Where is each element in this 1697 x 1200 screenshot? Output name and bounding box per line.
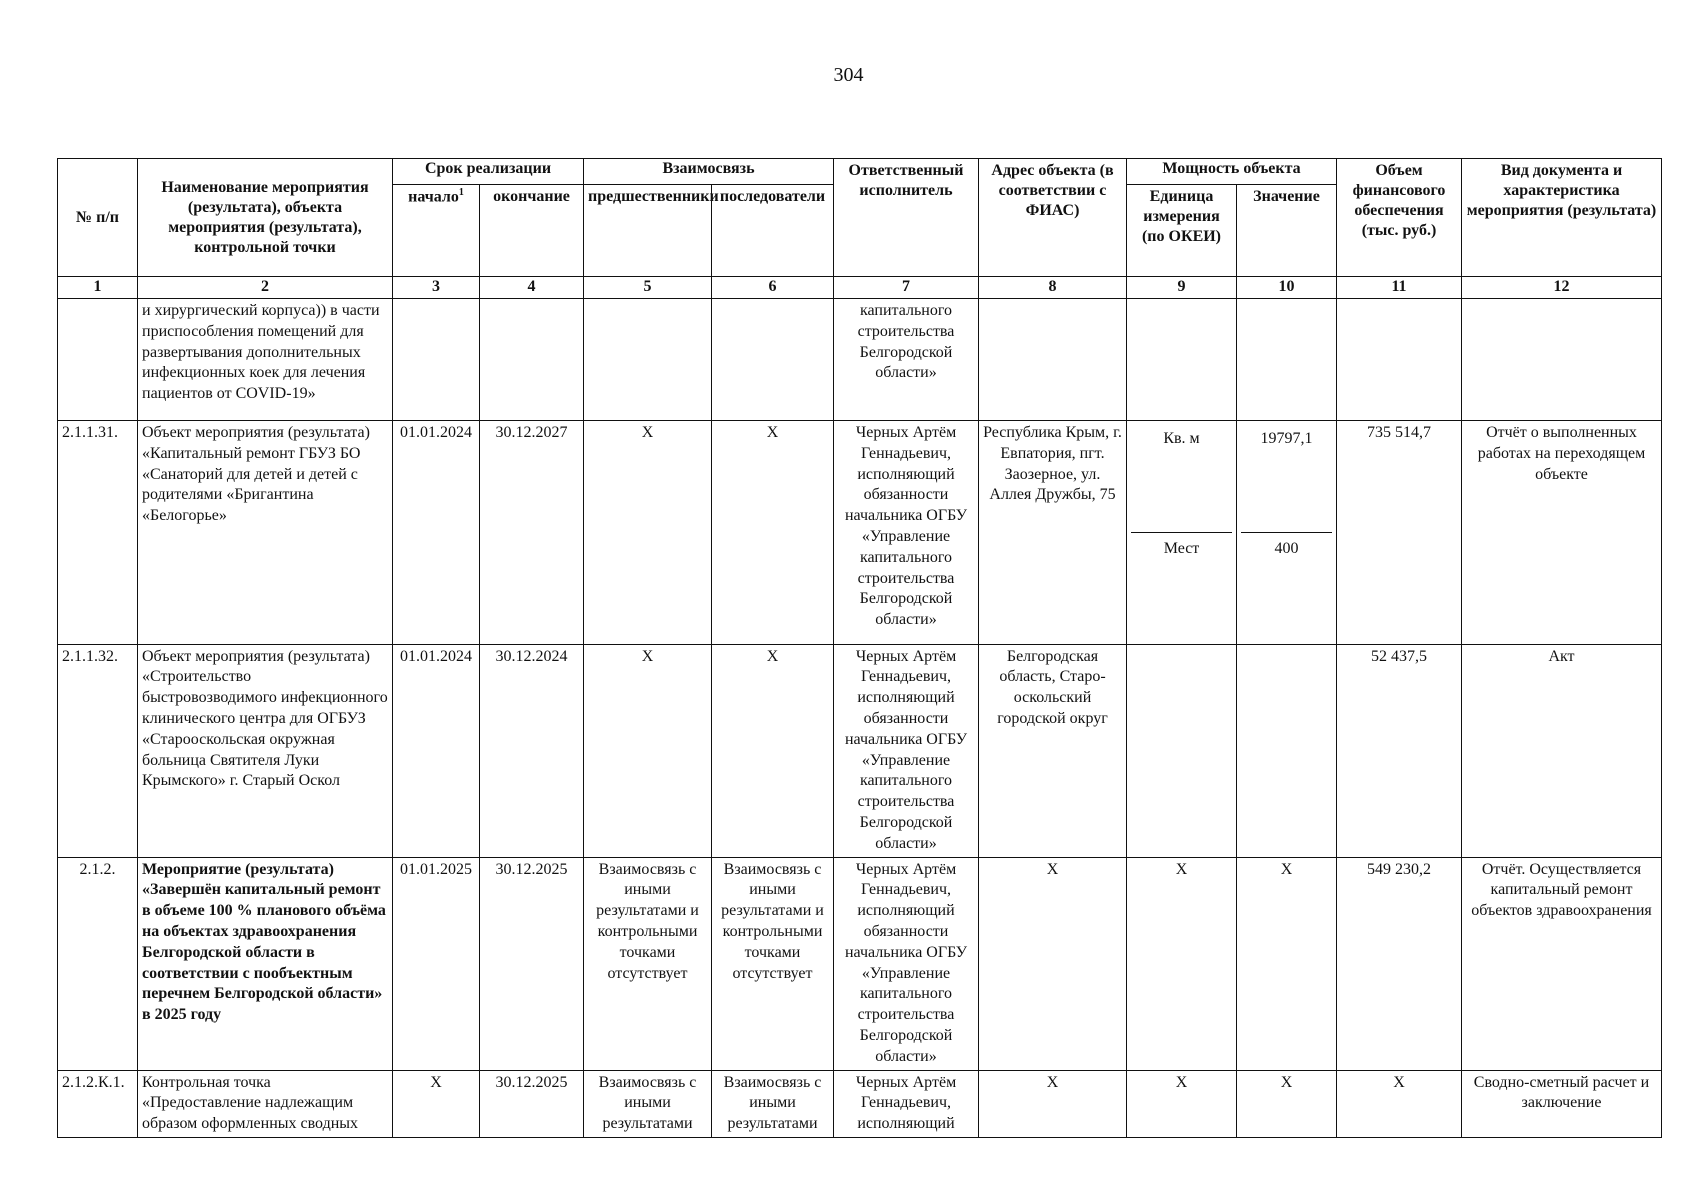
table-row	[58, 644, 1662, 857]
row-successors: Взаимосвязь с иными результатами и контрольными точками отсутствует	[712, 857, 834, 1070]
row-num	[58, 299, 138, 421]
column-number: 12	[1462, 277, 1662, 299]
row-predecessors: Взаимосвязь с иными результатами и контрольными точками отсутствует	[584, 857, 712, 1070]
row-unit	[1127, 644, 1237, 857]
column-number: 8	[979, 277, 1127, 299]
row-start: 01.01.2024	[393, 421, 480, 645]
row-value: Х	[1237, 857, 1337, 1070]
row-doc	[1462, 299, 1662, 421]
header-doc-type: Вид документа и характеристика мероприятия (результата)	[1462, 159, 1662, 277]
table-row	[58, 299, 1662, 421]
row-address: Белгородская область, Старо-оскольский городской округ	[979, 644, 1127, 857]
row-num: 2.1.1.32.	[58, 644, 138, 857]
row-address	[979, 299, 1127, 421]
column-number: 10	[1237, 277, 1337, 299]
footnote-mark: 1	[458, 187, 464, 198]
row-doc: Отчёт. Осуществляется капитальный ремонт объектов здравоохранения	[1462, 857, 1662, 1070]
row-responsible: капитального строительства Белгородской области»	[834, 299, 979, 421]
row-name: Контрольная точка «Предоставление надлежащим образом оформленных сводных	[138, 1070, 393, 1137]
row-predecessors: Х	[584, 421, 712, 645]
header-term: Срок реализации	[393, 159, 584, 185]
activities-table	[57, 158, 1662, 1138]
row-value: Х	[1237, 1070, 1337, 1137]
column-number: 4	[480, 277, 584, 299]
header-name: Наименование мероприятия (результата), объекта мероприятия (результата), контрольной точки	[138, 159, 393, 277]
row-unit: Х	[1127, 857, 1237, 1070]
header-relation: Взаимосвязь	[584, 159, 834, 185]
row-predecessors: Х	[584, 644, 712, 857]
row-doc: Отчёт о выполненных работах на переходящем объекте	[1462, 421, 1662, 645]
row-num: 2.1.2.К.1.	[58, 1070, 138, 1137]
column-number: 7	[834, 277, 979, 299]
row-value	[1237, 644, 1337, 857]
row-num: 2.1.2.	[58, 857, 138, 1070]
table-row	[58, 857, 1662, 1070]
header-value: Значение	[1237, 185, 1337, 277]
header-capacity: Мощность объекта	[1127, 159, 1337, 185]
column-number: 3	[393, 277, 480, 299]
column-number: 2	[138, 277, 393, 299]
row-start: 01.01.2025	[393, 857, 480, 1070]
header-unit: Единица измерения (по ОКЕИ)	[1127, 185, 1237, 277]
column-number: 11	[1337, 277, 1462, 299]
row-value	[1237, 421, 1337, 645]
row-address: Республика Крым, г. Евпатория, пгт. Заозерное, ул. Аллея Дружбы, 75	[979, 421, 1127, 645]
row-responsible: Черных Артём Геннадьевич, исполняющий обязанности начальника ОГБУ «Управление капитального строительства Белгородской области»	[834, 421, 979, 645]
header-end: окончание	[480, 185, 584, 277]
row-unit	[1127, 421, 1237, 645]
row-end	[480, 299, 584, 421]
header-start: начало$^1$	[393, 185, 480, 277]
row-predecessors	[584, 299, 712, 421]
row-finance: Х	[1337, 1070, 1462, 1137]
column-number: 9	[1127, 277, 1237, 299]
row-address: Х	[979, 857, 1127, 1070]
row-value	[1237, 299, 1337, 421]
column-number: 5	[584, 277, 712, 299]
row-end: 30.12.2024	[480, 644, 584, 857]
row-responsible: Черных Артём Геннадьевич, исполняющий обязанности начальника ОГБУ «Управление капитального строительства Белгородской области»	[834, 644, 979, 857]
row-num: 2.1.1.31.	[58, 421, 138, 645]
row-name: Объект мероприятия (результата) «Строительство быстровозводимого инфекционного клинического центра для ОГБУЗ «Старооскольская окружная больница Святителя Луки Крымского» г. Старый Оскол	[138, 644, 393, 857]
row-finance: 52 437,5	[1337, 644, 1462, 857]
row-start	[393, 299, 480, 421]
row-doc: Сводно-сметный расчет и заключение	[1462, 1070, 1662, 1137]
row-address: Х	[979, 1070, 1127, 1137]
row-end: 30.12.2025	[480, 1070, 584, 1137]
column-number-row	[58, 277, 1662, 299]
row-predecessors: Взаимосвязь с иными результатами	[584, 1070, 712, 1137]
unit-primary: Кв. м	[1163, 430, 1200, 447]
row-responsible: Черных Артём Геннадьевич, исполняющий обязанности начальника ОГБУ «Управление капитального строительства Белгородской области»	[834, 857, 979, 1070]
header-num: № п/п	[58, 159, 138, 277]
row-finance: 549 230,2	[1337, 857, 1462, 1070]
row-unit: Х	[1127, 1070, 1237, 1137]
row-successors: Взаимосвязь с иными результатами	[712, 1070, 834, 1137]
row-successors: Х	[712, 421, 834, 645]
header-responsible: Ответственный исполнитель	[834, 159, 979, 277]
row-finance: 735 514,7	[1337, 421, 1462, 645]
column-number: 1	[58, 277, 138, 299]
row-finance	[1337, 299, 1462, 421]
header-finance: Объем финансового обеспечения (тыс. руб.)	[1337, 159, 1462, 277]
header-address: Адрес объекта (в соответствии с ФИАС)	[979, 159, 1127, 277]
header-successors: последователи	[712, 185, 834, 277]
row-doc: Акт	[1462, 644, 1662, 857]
header-row-1	[58, 159, 1662, 185]
value-primary: 19797,1	[1260, 430, 1313, 447]
table-row	[58, 421, 1662, 645]
row-responsible: Черных Артём Геннадьевич, исполняющий	[834, 1070, 979, 1137]
row-unit	[1127, 299, 1237, 421]
header-predecessors: предшественники	[584, 185, 712, 277]
row-start: 01.01.2024	[393, 644, 480, 857]
unit-secondary: Мест	[1131, 532, 1232, 642]
row-end: 30.12.2025	[480, 857, 584, 1070]
row-end: 30.12.2027	[480, 421, 584, 645]
table-row	[58, 1070, 1662, 1137]
row-name: Мероприятие (результата) «Завершён капитальный ремонт в объеме 100 % планового объёма на объектах здравоохранения Белгородской области в соответствии с пообъектным перечнем Белгородской области» в 2025 году	[138, 857, 393, 1070]
row-successors: Х	[712, 644, 834, 857]
row-name: и хирургический корпуса)) в части приспособления помещений для развертывания дополнительных инфекционных коек для лечения пациентов от COVID-19»	[138, 299, 393, 421]
value-secondary: 400	[1241, 532, 1332, 642]
row-successors	[712, 299, 834, 421]
row-name: Объект мероприятия (результата) «Капитальный ремонт ГБУЗ БО «Санаторий для детей и детей с родителями «Бригантина «Белогорье»	[138, 421, 393, 645]
row-start: Х	[393, 1070, 480, 1137]
page-number: 304	[833, 64, 864, 86]
column-number: 6	[712, 277, 834, 299]
